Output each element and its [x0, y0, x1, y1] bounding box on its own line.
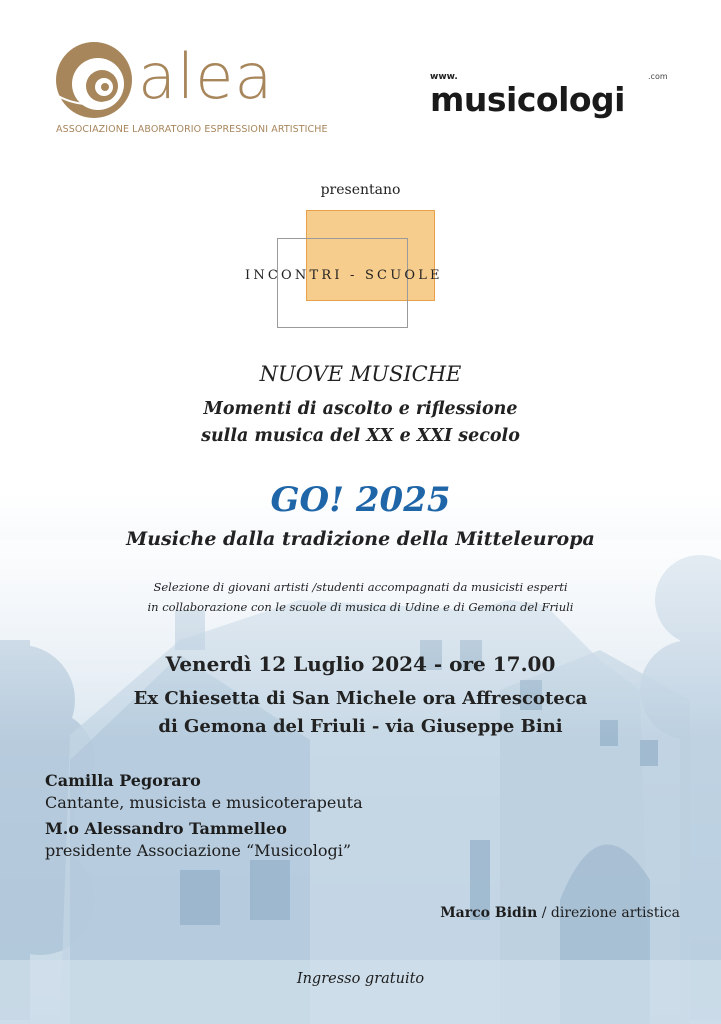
- musicologi-logo-text: musicologi: [430, 80, 625, 119]
- performer-name: Camilla Pegoraro: [45, 771, 201, 790]
- performer-name: M.o Alessandro Tammelleo: [45, 819, 287, 838]
- series-part1: INCONTRI: [245, 268, 343, 283]
- director-role: / direzione artistica: [537, 905, 680, 921]
- alea-logo: [54, 40, 354, 140]
- selection-line-1: Selezione di giovani artisti /studenti accompagnati da musicisti esperti: [153, 580, 568, 594]
- alea-tagline: ASSOCIAZIONE LABORATORIO ESPRESSIONI ARTISTICHE: [56, 124, 328, 135]
- series-gray-square: [277, 238, 408, 328]
- selection-line-2: in collaborazione con le scuole di musica di Udine e di Gemona del Friuli: [147, 600, 574, 614]
- performer-role: presidente Associazione “Musicologi”: [45, 841, 352, 860]
- event-title: GO! 2025: [270, 480, 451, 520]
- performers-list: [45, 770, 363, 866]
- presentano-text: presentano: [320, 182, 401, 198]
- event-venue: [0, 685, 721, 741]
- main-title: NUOVE MUSICHE: [259, 362, 462, 386]
- director-name: Marco Bidin: [440, 905, 538, 921]
- venue-line-2: di Gemona del Friuli - via Giuseppe Bini: [158, 716, 563, 737]
- musicologi-prefix: www.: [430, 72, 458, 82]
- event-datetime: Venerdì 12 Luglio 2024 - ore 17.00: [165, 652, 556, 676]
- venue-line-1: Ex Chiesetta di San Michele ora Affrescoteca: [133, 688, 588, 709]
- musicologi-suffix: .com: [648, 72, 668, 81]
- event-subtitle: Musiche dalla tradizione della Mitteleuropa: [126, 528, 595, 550]
- alea-logo-text: alea: [138, 40, 274, 113]
- title-line-2: sulla musica del XX e XXI secolo: [201, 426, 520, 446]
- title-line-1: Momenti di ascolto e riflessione: [203, 399, 518, 419]
- title-subtitle: [0, 396, 721, 450]
- artistic-director: [440, 905, 680, 921]
- alea-spiral-icon: [54, 40, 134, 120]
- series-part2: SCUOLE: [364, 268, 443, 283]
- selection-note: [0, 577, 721, 617]
- musicologi-logo: [430, 72, 680, 119]
- admission-note: Ingresso gratuito: [296, 971, 425, 987]
- performer-role: Cantante, musicista e musicoterapeuta: [45, 793, 363, 812]
- series-separator: -: [342, 268, 365, 283]
- series-name: [245, 268, 485, 283]
